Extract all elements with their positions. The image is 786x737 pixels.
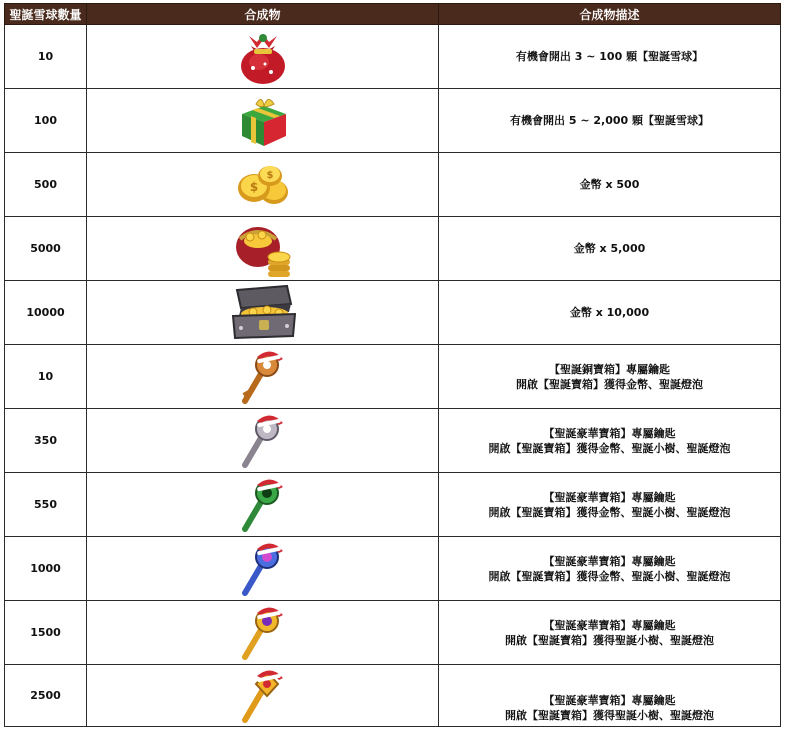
snowball-count: 2500 <box>5 665 87 727</box>
description-line-1: 【聖誕豪華寶箱】專屬鑰匙 <box>543 693 676 707</box>
header-count: 聖誕雪球數量 <box>5 4 87 25</box>
item-description <box>439 601 781 665</box>
snowball-count: 10000 <box>5 281 87 345</box>
description-line-2: 開啟【聖誕寶箱】獲得金幣、聖誕小樹、聖誕燈泡 <box>488 441 731 455</box>
table-row <box>5 537 781 601</box>
item-cell <box>87 281 439 345</box>
snowball-count: 550 <box>5 473 87 537</box>
description-line-2: 開啟【聖誕寶箱】獲得聖誕小樹、聖誕燈泡 <box>505 708 714 722</box>
snowball-count: 100 <box>5 89 87 153</box>
description-line-1: 【聖誕銅寶箱】專屬鑰匙 <box>549 362 670 376</box>
table-row <box>5 217 781 281</box>
table-row <box>5 281 781 345</box>
synthesis-table <box>4 3 781 727</box>
table-row <box>5 601 781 665</box>
item-description <box>439 89 781 153</box>
description-line-2: 開啟【聖誕寶箱】獲得金幣、聖誕小樹、聖誕燈泡 <box>488 569 731 583</box>
snowball-count: 1000 <box>5 537 87 601</box>
item-description <box>439 473 781 537</box>
header-item: 合成物 <box>87 4 439 25</box>
snowball-count: 10 <box>5 25 87 89</box>
description-line-1: 有機會開出 3 ~ 100 顆【聖誕雪球】 <box>515 50 704 63</box>
table-row <box>5 89 781 153</box>
description-line-1: 金幣 x 10,000 <box>569 306 650 319</box>
item-cell <box>87 537 439 601</box>
snowball-count: 1500 <box>5 601 87 665</box>
item-description <box>439 665 781 727</box>
table-row <box>5 665 781 727</box>
item-description <box>439 345 781 409</box>
item-description <box>439 217 781 281</box>
table-row <box>5 409 781 473</box>
snowball-count: 10 <box>5 345 87 409</box>
description-line-1: 【聖誕豪華寶箱】專屬鑰匙 <box>543 554 676 568</box>
snowball-count: 5000 <box>5 217 87 281</box>
silver-key-icon <box>235 411 291 471</box>
description-line-1: 有機會開出 5 ~ 2,000 顆【聖誕雪球】 <box>510 114 709 127</box>
svg-text:$: $ <box>249 179 258 194</box>
description-line-1: 金幣 x 500 <box>579 178 640 191</box>
description-line-1: 【聖誕豪華寶箱】專屬鑰匙 <box>543 618 676 632</box>
description-line-1: 【聖誕豪華寶箱】專屬鑰匙 <box>543 426 676 440</box>
item-cell <box>87 409 439 473</box>
treasure-chest-icon <box>227 284 299 342</box>
item-cell <box>87 473 439 537</box>
snowball-count: 350 <box>5 409 87 473</box>
item-description <box>439 25 781 89</box>
gift-box-icon <box>234 92 292 150</box>
item-cell <box>87 217 439 281</box>
table-row <box>5 153 781 217</box>
snowball-count: 500 <box>5 153 87 217</box>
description-line-2: 開啟【聖誕寶箱】獲得聖誕小樹、聖誕燈泡 <box>505 633 714 647</box>
svg-text:$: $ <box>266 169 273 181</box>
purple-gold-key-icon <box>235 603 291 663</box>
bronze-key-icon <box>235 347 291 407</box>
green-key-icon <box>235 475 291 535</box>
item-cell <box>87 153 439 217</box>
gold-coins-icon <box>234 160 292 210</box>
description-line-1: 金幣 x 5,000 <box>573 242 646 255</box>
item-cell <box>87 89 439 153</box>
table-row <box>5 473 781 537</box>
table-row <box>5 25 781 89</box>
item-description <box>439 153 781 217</box>
item-cell <box>87 345 439 409</box>
description-line-2: 開啟【聖誕寶箱】獲得金幣、聖誕小樹、聖誕燈泡 <box>488 505 731 519</box>
coin-purse-icon <box>230 219 296 279</box>
item-description <box>439 409 781 473</box>
gold-key-icon <box>235 666 291 726</box>
description-line-2: 開啟【聖誕寶箱】獲得金幣、聖誕燈泡 <box>516 377 703 391</box>
item-cell <box>87 25 439 89</box>
header-desc: 合成物描述 <box>439 4 781 25</box>
description-line-1: 【聖誕豪華寶箱】專屬鑰匙 <box>543 490 676 504</box>
table-row <box>5 345 781 409</box>
item-description <box>439 281 781 345</box>
item-description <box>439 537 781 601</box>
christmas-sack-icon <box>235 28 291 86</box>
item-cell <box>87 665 439 727</box>
header-row <box>5 4 781 25</box>
item-cell <box>87 601 439 665</box>
blue-key-icon <box>235 539 291 599</box>
